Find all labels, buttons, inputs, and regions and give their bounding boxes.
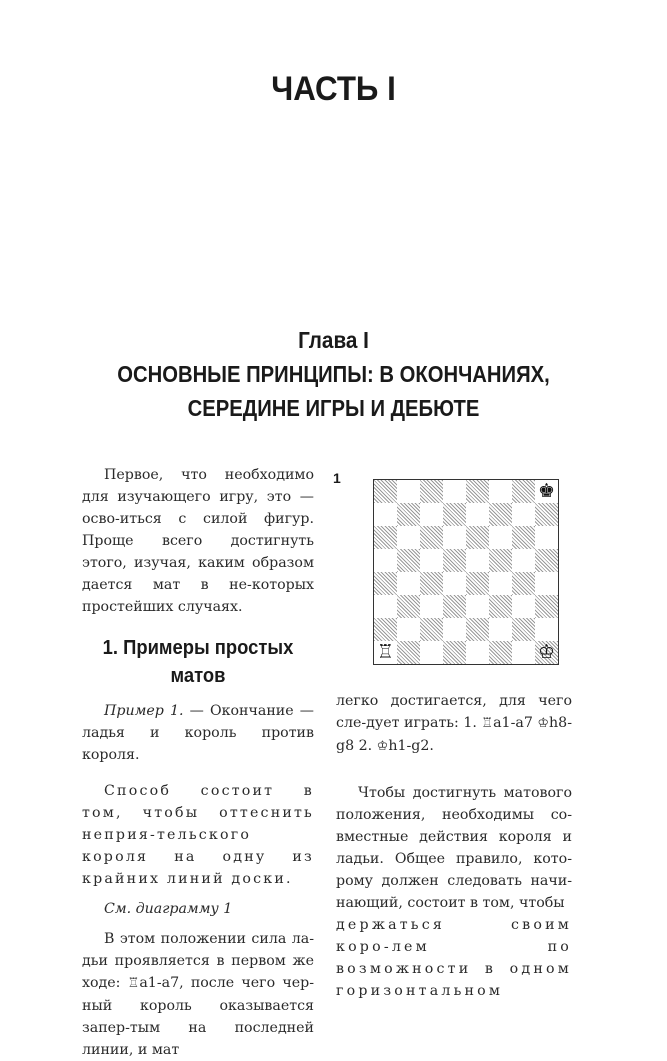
square-c2 xyxy=(420,618,443,641)
square-d2 xyxy=(443,618,466,641)
square-f5 xyxy=(489,549,512,572)
square-a3 xyxy=(374,595,397,618)
position-text-a: В этом положении сила ла-дьи проявляется в первом же ходе: xyxy=(82,931,314,991)
cont-text-c: h8-g8 2. xyxy=(336,715,573,754)
square-e2 xyxy=(466,618,489,641)
square-c5 xyxy=(420,549,443,572)
square-e4 xyxy=(466,572,489,595)
position-text-b: a1-a7, после чего чер-ный король оказывается запер-тым на последней линии, и мат xyxy=(82,975,314,1058)
square-e8 xyxy=(466,480,489,503)
cont-text-d: h1-g2. xyxy=(388,738,434,754)
chapter-heading xyxy=(0,323,667,425)
square-g6 xyxy=(512,526,535,549)
section-heading-line1: 1. Примеры простых xyxy=(102,637,294,659)
rule-paragraph: Чтобы достигнуть матового положения, необходимы со-вместные действия короля и ладьи. Общее правило, кото-рому должен следовать начи-нающий, состоит в том, чтобы xyxy=(336,785,572,911)
square-a6 xyxy=(374,526,397,549)
square-g8 xyxy=(512,480,535,503)
method-paragraph: Способ состоит в том, чтобы оттеснить неприя-тельского короля на одну из крайних линий доски. xyxy=(82,783,314,887)
diagram-number: 1 xyxy=(333,470,341,486)
square-h3 xyxy=(535,595,558,618)
square-h6 xyxy=(535,526,558,549)
square-c3 xyxy=(420,595,443,618)
rook-icon: ♖ xyxy=(127,976,140,991)
square-h4 xyxy=(535,572,558,595)
part-title: ЧАСТЬ I xyxy=(271,70,396,108)
section-heading-line2: матов xyxy=(170,665,226,687)
square-f4 xyxy=(489,572,512,595)
square-h1 xyxy=(535,641,558,664)
square-h8 xyxy=(535,480,558,503)
square-b4 xyxy=(397,572,420,595)
square-d3 xyxy=(443,595,466,618)
white-king-icon: ♔ xyxy=(537,641,556,663)
square-e5 xyxy=(466,549,489,572)
square-h2 xyxy=(535,618,558,641)
continuation-paragraph xyxy=(336,690,572,758)
rook-icon: ♖ xyxy=(481,716,494,731)
square-g1 xyxy=(512,641,535,664)
chapter-title-line1: ОСНОВНЫЕ ПРИНЦИПЫ: В ОКОНЧАНИЯХ, xyxy=(117,361,550,387)
square-a7 xyxy=(374,503,397,526)
square-g4 xyxy=(512,572,535,595)
king-icon: ♔ xyxy=(537,716,550,731)
square-d1 xyxy=(443,641,466,664)
white-rook-icon: ♖ xyxy=(376,641,395,663)
square-f3 xyxy=(489,595,512,618)
square-b3 xyxy=(397,595,420,618)
chess-board xyxy=(373,479,559,665)
right-column xyxy=(336,690,572,1002)
square-d8 xyxy=(443,480,466,503)
square-a1 xyxy=(374,641,397,664)
square-e6 xyxy=(466,526,489,549)
square-g2 xyxy=(512,618,535,641)
square-e7 xyxy=(466,503,489,526)
square-c7 xyxy=(420,503,443,526)
square-d4 xyxy=(443,572,466,595)
square-h5 xyxy=(535,549,558,572)
square-b8 xyxy=(397,480,420,503)
chapter-title-line2: СЕРЕДИНЕ ИГРЫ И ДЕБЮТЕ xyxy=(187,395,480,421)
square-b5 xyxy=(397,549,420,572)
square-b2 xyxy=(397,618,420,641)
section-heading xyxy=(91,634,304,690)
position-paragraph xyxy=(82,928,314,1061)
square-c8 xyxy=(420,480,443,503)
square-f6 xyxy=(489,526,512,549)
square-a5 xyxy=(374,549,397,572)
square-f7 xyxy=(489,503,512,526)
square-b1 xyxy=(397,641,420,664)
square-f8 xyxy=(489,480,512,503)
example-text: — Окончание — ладья и король против короля. xyxy=(82,703,314,763)
chapter-number: Глава I xyxy=(298,327,369,353)
square-f1 xyxy=(489,641,512,664)
square-d6 xyxy=(443,526,466,549)
square-g3 xyxy=(512,595,535,618)
intro-paragraph: Первое, что необходимо для изучающего игру, это — осво-иться с силой фигур. Проще всего достигнуть этого, изучая, каким образом дается мат в не-которых простейших случаях. xyxy=(82,467,314,615)
square-a4 xyxy=(374,572,397,595)
square-g5 xyxy=(512,549,535,572)
left-column xyxy=(82,464,314,1061)
square-d5 xyxy=(443,549,466,572)
square-e3 xyxy=(466,595,489,618)
black-king-icon: ♚ xyxy=(537,480,556,502)
square-f2 xyxy=(489,618,512,641)
cont-text-a: легко достигается, для чего сле-дует играть: 1. xyxy=(336,693,572,731)
square-b6 xyxy=(397,526,420,549)
square-b7 xyxy=(397,503,420,526)
square-c6 xyxy=(420,526,443,549)
square-c4 xyxy=(420,572,443,595)
square-c1 xyxy=(420,641,443,664)
square-h7 xyxy=(535,503,558,526)
square-d7 xyxy=(443,503,466,526)
king-icon: ♔ xyxy=(376,739,389,754)
example-label: Пример 1. xyxy=(104,703,184,719)
example-paragraph xyxy=(82,700,314,766)
see-diagram-note: См. диаграмму 1 xyxy=(104,901,233,917)
rule-paragraph-spaced: держаться своим коро-лем по возможности в одном горизонтальном xyxy=(336,917,572,999)
square-a8 xyxy=(374,480,397,503)
square-a2 xyxy=(374,618,397,641)
square-e1 xyxy=(466,641,489,664)
cont-text-b: a1-a7 xyxy=(493,715,538,731)
square-g7 xyxy=(512,503,535,526)
